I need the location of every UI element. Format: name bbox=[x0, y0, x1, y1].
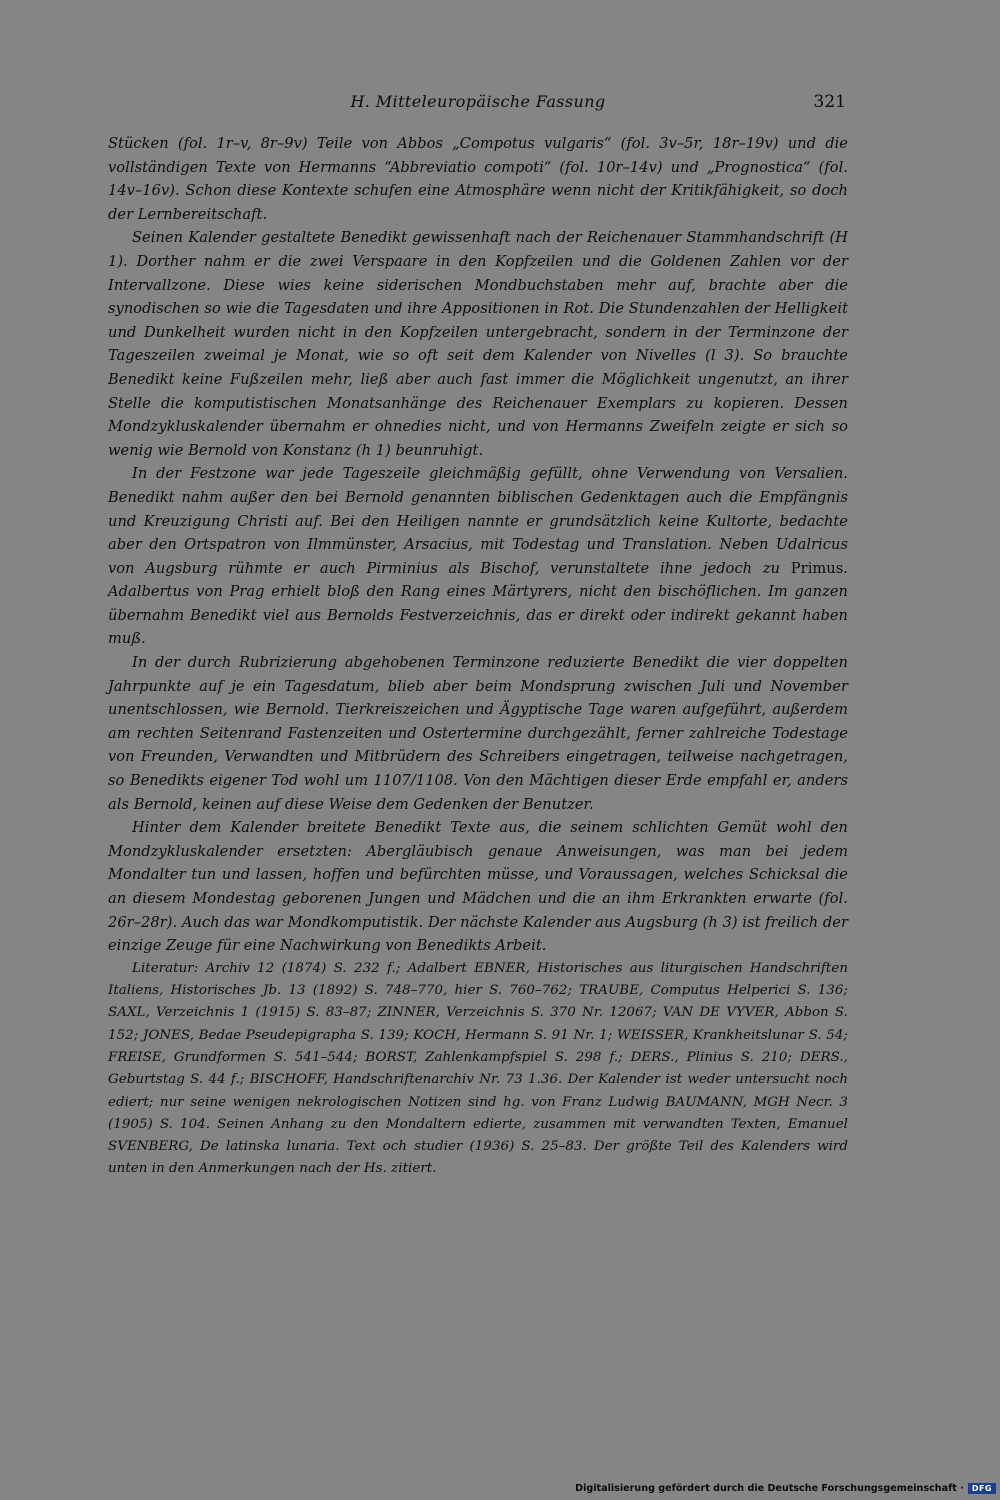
paragraph-2: Seinen Kalender gestaltete Benedikt gewissenhaft nach der Reichenauer Stammhandschrift (H 1). Dorther nahm er die zwei Verspaare in den Kopfzeilen und die Goldenen Zahlen vor der Intervallzone. Diese wies keine siderischen Mondbuchstaben mehr auf, brachte aber die synodischen so wie die Tagesdaten und ihre Appositionen in Rot. Die Stundenzahlen der Helligkeit und Dunkelheit wurden nicht in den Kopfzeilen untergebracht, sondern in der Terminzone der Tageszeilen zweimal je Monat, wie so oft seit dem Kalender von Nivelles (l 3). So brauchte Benedikt keine Fußzeilen mehr, ließ aber auch fast immer die Möglichkeit ungenutzt, an ihrer Stelle die komputistischen Monatsanhänge des Reichenauer Exemplars zu kopieren. Dessen Mondzykluskalender übernahm er ohnedies nicht, und von Hermanns Zweifeln zeigte er sich so wenig wie Bernold von Konstanz (h 1) beunruhigt. bbox=[108, 229, 848, 459]
paragraph-3 bbox=[108, 462, 848, 651]
running-title: H. Mitteleuropäische Fassung bbox=[350, 92, 606, 111]
dfg-footer bbox=[575, 1481, 996, 1496]
paragraph-5: Hinter dem Kalender breitete Benedikt Texte aus, die seinem schlichten Gemüt wohl den Mondzykluskalender ersetzten: Abergläubisch genaue Anweisungen, was man bei jedem Mondalter tun und lassen, hoffen und befürchten müsse, und Voraussagen, welches Schicksal die an diesem Mondestag geborenen Jungen und Mädchen und die an ihm Erkrankten erwarte (fol. 26r–28r). Auch das war Mondkomputistik. Der nächste Kalender aus Augsburg (h 3) ist freilich der einzige Zeuge für eine Nachwirkung von Benedikts Arbeit. bbox=[108, 819, 848, 955]
paragraph-3-part-1: In der Festzone war jede Tageszeile gleichmäßig gefüllt, ohne Verwendung von Versalien. Benedikt nahm außer den bei Bernold genannten biblischen Gedenktagen auch die Empfängnis und Kreuzigung Christi auf. Bei den Heiligen nannte er grundsätzlich keine Kultorte, bedachte aber den Ortspatron von Ilmmünster, Arsacius, mit Todestag und Translation. Neben Udalricus von Augsburg rühmte er auch Pirminius als Bischof, verunstaltete ihne jedoch zu bbox=[108, 465, 848, 577]
main-text bbox=[108, 132, 848, 1181]
page-number: 321 bbox=[813, 92, 846, 112]
page-header bbox=[108, 92, 848, 118]
literature-note: Literatur: Archiv 12 (1874) S. 232 f.; Adalbert EBNER, Historisches aus liturgischen Handschriften Italiens, Historisches Jb. 13 (1892) S. 748–770, hier S. 760–762; TRAUBE, Computus Helperici S. 136; SAXL, Verzeichnis 1 (1915) S. 83–87; ZINNER, Verzeichnis S. 370 Nr. 12067; VAN DE VYVER, Abbon S. 152; JONES, Bedae Pseudepigrapha S. 139; KOCH, Hermann S. 91 Nr. 1; WEISSER, Krankheitslunar S. 54; FREISE, Grundformen S. 541–544; BORST, Zahlenkampfspiel S. 298 f.; DERS., Plinius S. 210; DERS., Geburtstag S. 44 f.; BISCHOFF, Handschriftenarchiv Nr. 73 1.36. Der Kalender ist weder untersucht noch ediert; nur seine wenigen nekrologischen Notizen sind hg. von Franz Ludwig BAUMANN, MGH Necr. 3 (1905) S. 104. Seinen Anhang zu den Mondaltern edierte, zusammen mit verwandten Texten, Emanuel SVENBERG, De latinska lunaria. Text och studier (1936) S. 25–83. Der größte Teil des Kalenders wird unten in den Anmerkungen nach der Hs. zitiert. bbox=[108, 960, 848, 1177]
footer-credit: Digitalisierung gefördert durch die Deutsche Forschungsgemeinschaft · bbox=[575, 1483, 964, 1494]
dfg-logo-icon: DFG bbox=[968, 1483, 996, 1494]
paragraph-1: Stücken (fol. 1r–v, 8r–9v) Teile von Abbos „Compotus vulgaris“ (fol. 3v–5r, 18r–19v) und die vollständigen Texte von Hermanns “Abbreviatio compoti“ (fol. 10r–14v) und „Prognostica“ (fol. 14v–16v). Schon diese Kontexte schufen eine Atmosphäre wenn nicht der Kritikfähigkeit, so doch der Lernbereitschaft. bbox=[108, 135, 848, 223]
paragraph-3-part-2: . Adalbertus von Prag erhielt bloß den Rang eines Märtyrers, nicht den bischöflichen. Im ganzen übernahm Benedikt viel aus Bernolds Festverzeichnis, das er direkt oder indirekt gekannt haben muß. bbox=[108, 559, 848, 648]
paragraph-4: In der durch Rubrizierung abgehobenen Terminzone reduzierte Benedikt die vier doppelten Jahrpunkte auf je ein Tagesdatum, blieb aber beim Mondsprung zwischen Juli und November unentschlossen, wie Bernold. Tierkreiszeichen und Ägyptische Tage waren aufgeführt, außerdem am rechten Seitenrand Fastenzeiten und Ostertermine durchgezählt, ferner zahlreiche Todestage von Freunden, Verwandten und Mitbrüdern des Schreibers eingetragen, teilweise nachgetragen, so Benedikts eigener Tod wohl um 1107/1108. Von den Mächtigen dieser Erde empfahl er, anders als Bernold, keinen auf diese Weise dem Gedenken der Benutzer. bbox=[108, 654, 848, 813]
upright-word: Primus bbox=[790, 559, 844, 577]
